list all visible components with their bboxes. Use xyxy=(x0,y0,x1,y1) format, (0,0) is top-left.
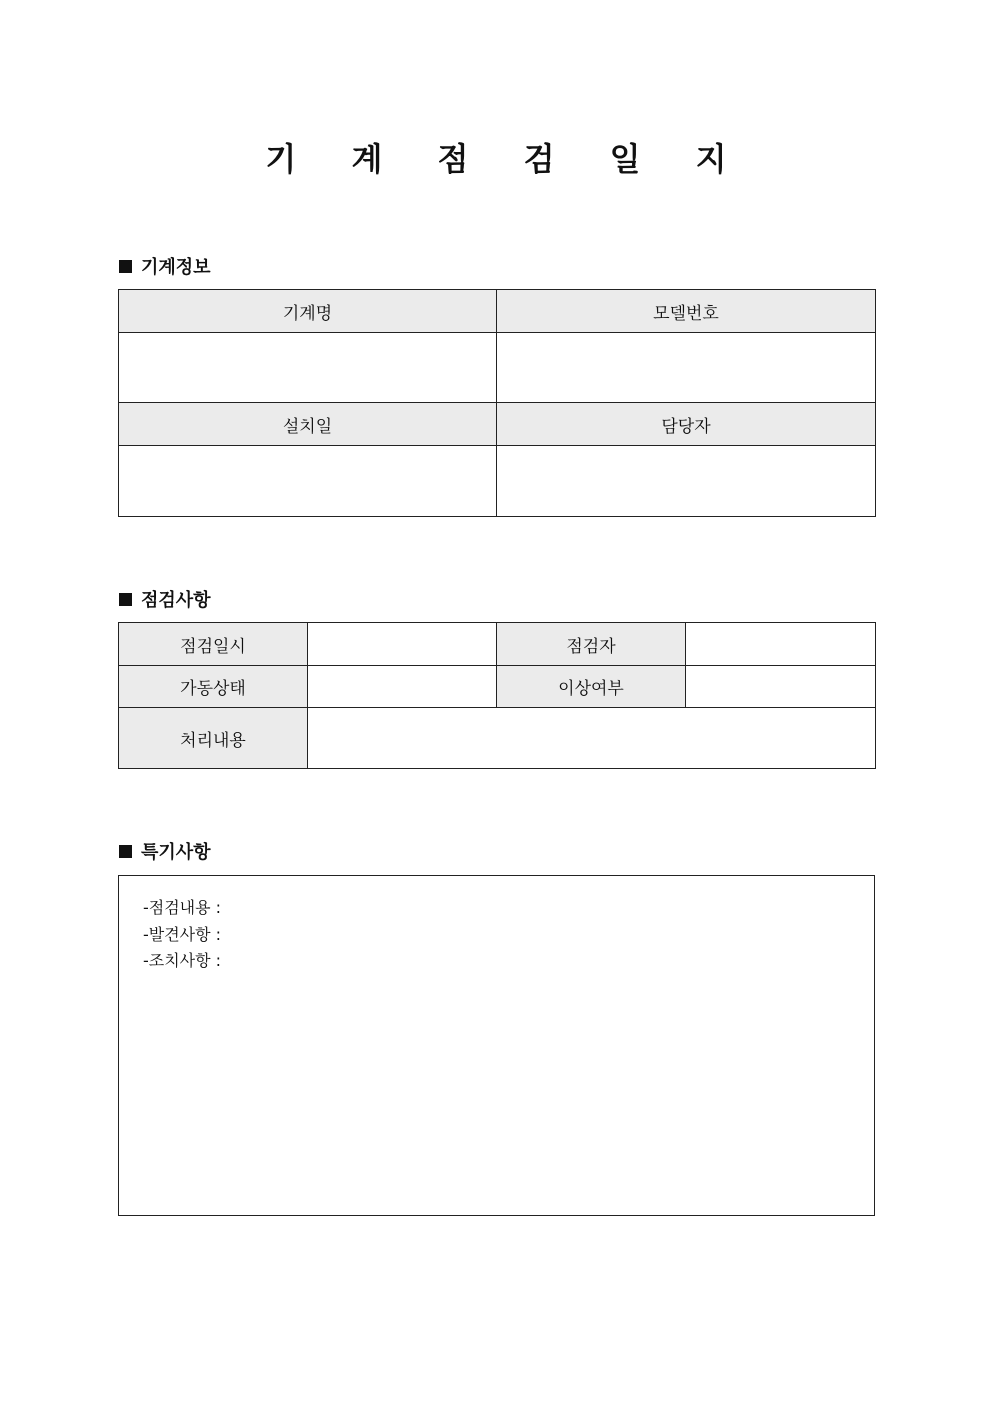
model-number-label: 모델번호 xyxy=(497,290,876,333)
manager-label: 담당자 xyxy=(497,403,876,446)
square-bullet-icon xyxy=(119,845,132,858)
machine-info-table xyxy=(118,289,876,517)
section-title: 기계정보 xyxy=(141,257,211,278)
action-taken-label: 처리내용 xyxy=(119,708,308,769)
action-taken-field[interactable] xyxy=(308,708,876,769)
machine-name-field[interactable] xyxy=(119,333,497,403)
square-bullet-icon xyxy=(119,593,132,606)
model-number-field[interactable] xyxy=(497,333,876,403)
section-heading-inspection xyxy=(119,586,211,612)
install-date-label: 설치일 xyxy=(119,403,497,446)
operation-status-field[interactable] xyxy=(308,666,497,708)
remarks-line-actions: -조치사항 : xyxy=(143,951,222,970)
inspector-field[interactable] xyxy=(686,623,876,666)
inspection-datetime-label: 점검일시 xyxy=(119,623,308,666)
inspection-datetime-field[interactable] xyxy=(308,623,497,666)
section-heading-remarks xyxy=(119,838,211,864)
inspector-label: 점검자 xyxy=(497,623,686,666)
remarks-line-inspection: -점검내용 : xyxy=(143,898,222,917)
square-bullet-icon xyxy=(119,260,132,273)
section-title: 점검사항 xyxy=(141,590,211,611)
abnormality-label: 이상여부 xyxy=(497,666,686,708)
remarks-box[interactable] xyxy=(118,875,875,1216)
page-title: 기 계 점 검 일 지 xyxy=(265,140,749,178)
machine-name-label: 기계명 xyxy=(119,290,497,333)
section-heading-machine-info xyxy=(119,253,211,279)
inspection-table xyxy=(118,622,876,769)
manager-field[interactable] xyxy=(497,446,876,517)
abnormality-field[interactable] xyxy=(686,666,876,708)
remarks-line-findings: -발견사항 : xyxy=(143,924,222,944)
operation-status-label: 가동상태 xyxy=(119,666,308,708)
install-date-field[interactable] xyxy=(119,446,497,517)
section-title: 특기사항 xyxy=(141,842,211,863)
